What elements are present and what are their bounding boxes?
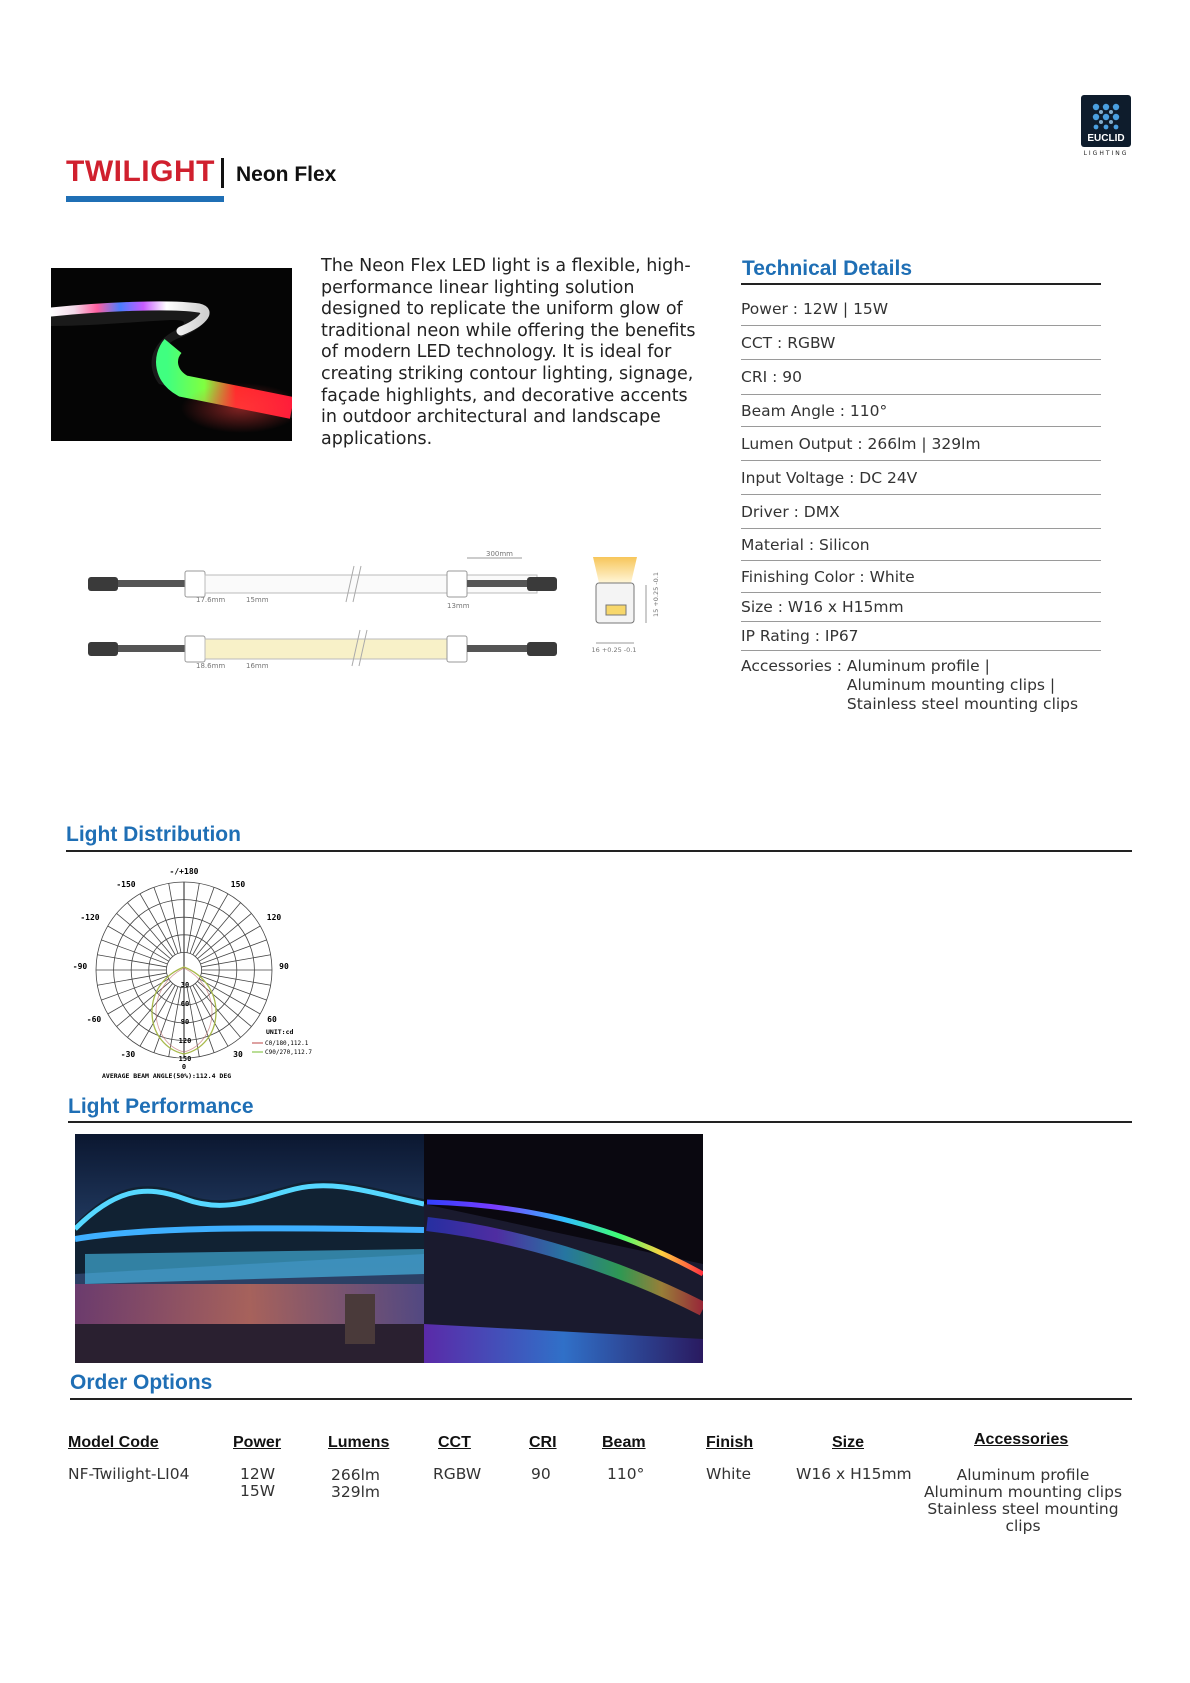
order-accessory-1: Aluminum profile (956, 1466, 1090, 1484)
angle-label-p150: 150 (230, 880, 246, 889)
technical-details-title: Technical Details (742, 257, 913, 280)
average-beam-angle: AVERAGE BEAM ANGLE(50%):112.4 DEG (102, 1072, 232, 1080)
product-hero-image (51, 268, 292, 441)
order-cell-accessories (910, 1467, 1136, 1535)
dim-profile-height: 15 +0.25 -0.1 (652, 571, 660, 617)
strip-bottom-drawing (88, 630, 557, 666)
order-options-rule (70, 1398, 1132, 1400)
legend-label-c90: C90/270,112.7 (265, 1049, 312, 1056)
spec-cri: CRI : 90 (741, 360, 1101, 395)
euclid-logo-icon (1081, 95, 1131, 147)
order-cell-cct: RGBW (433, 1465, 482, 1483)
order-cell-power-2: 15W (240, 1482, 276, 1500)
radial-label-90: 90 (180, 1018, 190, 1026)
light-distribution-title: Light Distribution (66, 823, 241, 846)
order-cell-finish: White (706, 1465, 752, 1483)
dim-13mm: 13mm (447, 602, 470, 610)
dimension-drawing (84, 548, 584, 678)
unit-label: UNIT:cd (266, 1028, 294, 1036)
spec-accessories-label: Accessories : (741, 657, 847, 675)
profile-cross-section (590, 555, 680, 653)
application-photos (75, 1134, 703, 1363)
product-description: The Neon Flex LED light is a flexible, high-performance linear lighting solution designed to replicate the uniform glow of traditional neon while offering the benefits of modern LED technology. It is ideal for creating striking contour lighting, signage, façade highlights, and decorative accents in outdoor architectural and landscape applications. (321, 256, 696, 449)
spec-accessory-3: Stainless steel mounting clips (846, 695, 1079, 713)
strip-top-drawing (88, 558, 557, 602)
spec-size: Size : W16 x H15mm (741, 593, 1101, 622)
dim-16mm: 16mm (246, 662, 269, 670)
spec-finishing-color: Finishing Color : White (741, 561, 1101, 593)
technical-details-list (741, 292, 1101, 714)
logo-caption: LIGHTING (1083, 150, 1129, 157)
spec-power: Power : 12W | 15W (741, 292, 1101, 326)
order-options-title: Order Options (70, 1371, 213, 1394)
order-cell-cri: 90 (531, 1465, 551, 1483)
polar-spoke (201, 955, 270, 967)
brand-underline (66, 196, 224, 202)
angle-label-180: -/+180 (169, 867, 199, 876)
angle-label-n90: -90 (72, 962, 88, 971)
polar-spoke (190, 987, 214, 1053)
polar-spoke (190, 887, 214, 953)
polar-spoke (97, 955, 166, 967)
light-performance-rule (68, 1121, 1132, 1123)
bridge-photo-left (75, 1134, 424, 1363)
order-header-accessories: Accessories (974, 1431, 1069, 1448)
order-accessory-2: Aluminum mounting clips (923, 1483, 1123, 1501)
order-header-cct: CCT (438, 1434, 471, 1451)
angle-label-n30: -30 (120, 1050, 136, 1059)
order-accessory-3: Stainless steel mounting clips (927, 1500, 1119, 1535)
angle-label-p90: 90 (279, 962, 289, 971)
radial-label-150: 150 (178, 1055, 192, 1063)
polar-spoke (201, 973, 270, 985)
dim-18-6mm: 18.6mm (196, 662, 226, 670)
product-name: Neon Flex (236, 163, 337, 186)
spec-accessory-1: Aluminum profile | (846, 657, 990, 675)
polar-spoke (201, 940, 267, 964)
angle-label-n150: -150 (116, 880, 136, 889)
polar-spoke (97, 973, 166, 985)
light-performance-title: Light Performance (68, 1095, 254, 1118)
polar-spoke (187, 883, 199, 952)
order-header-size: Size (832, 1434, 865, 1451)
order-header-beam: Beam (602, 1434, 646, 1451)
technical-details-rule (741, 283, 1101, 285)
order-cell-lumens-2: 329lm (331, 1483, 380, 1501)
angle-label-n120: -120 (80, 913, 100, 922)
angle-label-p120: 120 (266, 913, 282, 922)
order-header-model: Model Code (68, 1434, 159, 1451)
dim-300mm: 300mm (486, 550, 513, 558)
spec-lumen-output: Lumen Output : 266lm | 329lm (741, 427, 1101, 461)
spec-driver: Driver : DMX (741, 495, 1101, 529)
spec-accessory-2: Aluminum mounting clips | (846, 676, 1056, 694)
radial-label-30: 30 (180, 981, 190, 989)
polar-spoke (154, 987, 178, 1053)
order-header-power: Power (233, 1434, 282, 1451)
dim-profile-width: 16 +0.25 -0.1 (591, 646, 637, 653)
polar-spoke (101, 940, 167, 964)
angle-label-n60: -60 (86, 1015, 102, 1024)
radial-label-120: 120 (178, 1037, 192, 1045)
order-cell-power-1: 12W (240, 1465, 276, 1483)
order-cell-size: W16 x H15mm (796, 1465, 912, 1483)
order-cell-beam: 110° (607, 1465, 645, 1483)
polar-distribution-chart (66, 862, 326, 1084)
brand-title: TWILIGHT (66, 155, 215, 188)
order-header-lumens: Lumens (328, 1434, 390, 1451)
angle-label-p60: 60 (267, 1015, 277, 1024)
angle-label-0: 0 (181, 1063, 187, 1071)
radial-label-60: 60 (180, 1000, 190, 1008)
title-separator (221, 158, 224, 188)
spec-ip-rating: IP Rating : IP67 (741, 622, 1101, 651)
spec-beam-angle: Beam Angle : 110° (741, 395, 1101, 427)
dim-15mm: 15mm (246, 596, 269, 604)
polar-grid (96, 882, 272, 1058)
order-cell-lumens-1: 266lm (331, 1466, 380, 1484)
bridge-photo-right (424, 1134, 703, 1363)
spec-input-voltage: Input Voltage : DC 24V (741, 461, 1101, 495)
dim-17-6mm: 17.6mm (196, 596, 226, 604)
order-cell-model: NF-Twilight-LI04 (68, 1465, 190, 1483)
polar-spoke (169, 987, 181, 1056)
order-header-finish: Finish (706, 1434, 754, 1451)
angle-label-p30: 30 (233, 1050, 243, 1059)
spec-accessories (741, 651, 1101, 714)
spec-material: Material : Silicon (741, 529, 1101, 561)
legend-label-c0: C0/180,112.1 (265, 1040, 309, 1047)
polar-spoke (201, 976, 267, 1000)
logo-wordmark: EUCLID (1087, 133, 1125, 144)
order-header-cri: CRI (529, 1434, 557, 1451)
polar-spoke (101, 976, 167, 1000)
polar-spoke (169, 883, 181, 952)
polar-spoke (154, 887, 178, 953)
spec-cct: CCT : RGBW (741, 326, 1101, 360)
light-distribution-rule (66, 850, 1132, 852)
